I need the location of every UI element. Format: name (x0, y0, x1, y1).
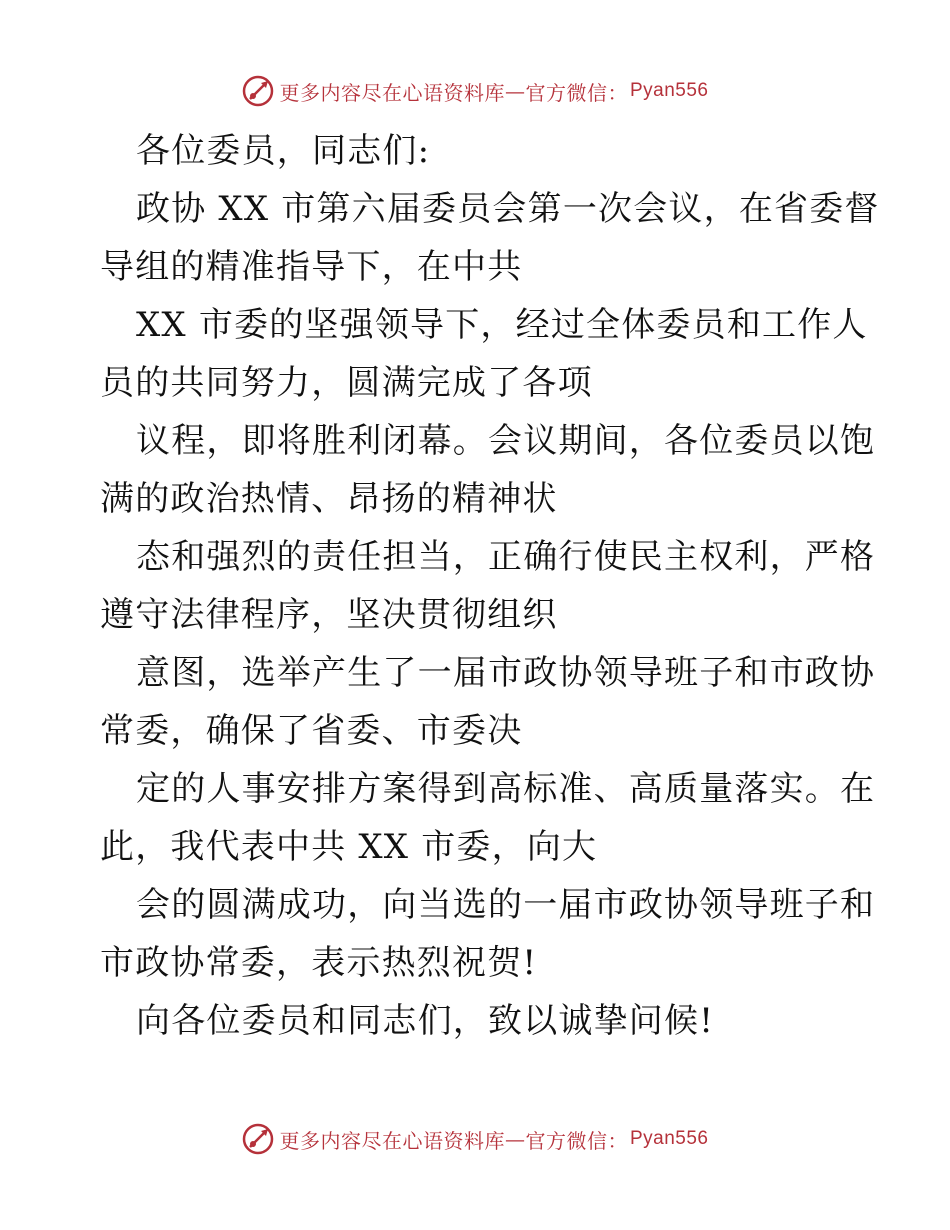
text-line: 遵守法律程序，坚决贯彻组织 (100, 595, 558, 635)
document-body (100, 122, 880, 1050)
footer-banner (0, 1119, 950, 1159)
banner-wechat-handle: Pyan556 (629, 1128, 709, 1149)
text-line: 政协 XX 市第六届委员会第一次会议，在省委督 (136, 189, 880, 229)
banner-separator: — (504, 79, 526, 103)
quill-logo-icon (241, 74, 275, 108)
text-line: XX 市委的坚强领导下，经过全体委员和工作人 (136, 305, 868, 345)
text-line: 态和强烈的责任担当，正确行使民主权利，严格 (136, 537, 876, 577)
banner-wechat-label: 官方微信： (525, 80, 628, 105)
text-line: 市政协常委，表示热烈祝贺! (100, 943, 538, 983)
banner-wechat-handle: Pyan556 (629, 80, 709, 101)
closing-line: 向各位委员和同志们，致以诚挚问候! (136, 1001, 715, 1041)
salutation-line: 各位委员，同志们: (136, 131, 431, 171)
text-line: 会的圆满成功，向当选的一届市政协领导班子和 (136, 885, 876, 925)
text-line: 此，我代表中共 XX 市委，向大 (100, 827, 598, 867)
banner-brand-text: 更多内容尽在心语资料库 (279, 80, 505, 105)
text-line: 员的共同努力，圆满完成了各项 (100, 363, 593, 403)
quill-logo-icon (241, 1122, 275, 1156)
text-line: 议程，即将胜利闭幕。会议期间，各位委员以饱 (136, 421, 876, 461)
banner-separator: — (504, 1127, 526, 1151)
text-line: 导组的精准指导下，在中共 (100, 247, 523, 287)
text-line: 意图，选举产生了一届市政协领导班子和市政协 (136, 653, 876, 693)
banner-wechat-label: 官方微信： (525, 1128, 628, 1153)
text-line: 常委，确保了省委、市委决 (100, 711, 523, 751)
text-line: 定的人事安排方案得到高标准、高质量落实。在 (136, 769, 876, 809)
text-line: 满的政治热情、昂扬的精神状 (100, 479, 558, 519)
banner-brand-text: 更多内容尽在心语资料库 (279, 1128, 505, 1153)
header-banner (0, 71, 950, 111)
